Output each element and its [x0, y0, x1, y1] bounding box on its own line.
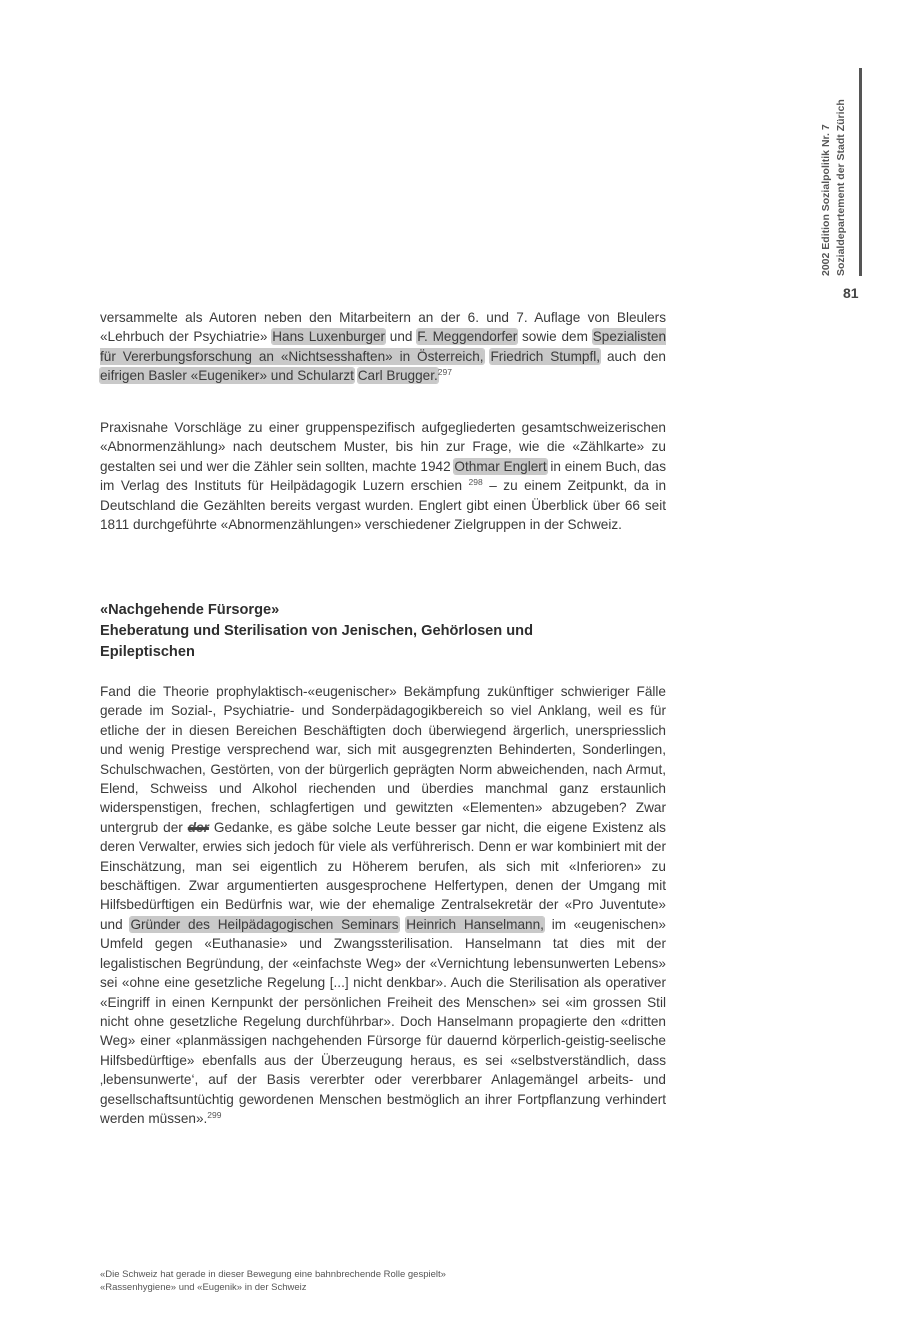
text: in einem Buch, das im Verlag des Instituts für Heilpädagogik Luzern erschien — [100, 458, 666, 494]
footnote-ref-299: 299 — [207, 1109, 222, 1120]
highlight: Gründer des Heilpädagogischen Seminars — [130, 916, 399, 932]
paragraph-2 — [100, 418, 666, 534]
text: versammelte als Autoren neben den Mitarbeitern an der 6. und 7. Auflage von Bleulers «Lehrbuch der Psychiatrie» — [100, 310, 666, 345]
section-heading-line1: «Nachgehende Fürsorge» — [100, 602, 280, 618]
footer-line2: «Rassenhygiene» und «Eugenik» in der Schweiz — [100, 1282, 307, 1293]
text: im «eugenischen» Umfeld gegen «Euthanasie» und Zwangssterilisation. Hanselmann tat dies mit der legalistischen Begründung, der «einfachste Weg» der «Vernichtung lebensunwerten Lebens» sei «ohne eine gesetzliche Regelung [...] nicht denkbar». Auch die Sterilisation als operativer «Eingriff in einen Kernpunkt der persönlichen Freiheit des Menschen» sei «im grossen Stil nicht ohne gesetzliche Regelung durchführbar». Doch Hanselmann propagierte den «dritten Weg» einer «planmässigen nachgehenden Fürsorge für dauernd körperlich-geistig-seelische Hilfsbedürftige» ebenfalls aus der Überzeugung heraus, es sei «selbstverständlich, dass ‚lebensunwerte‘, auf der Basis vererbter oder vererbbarer Anlagemängel arbeits- und gesellschaftsuntüchtig gewordenen Menschen bestmöglich an ihrer Fortpflanzung verhindert werden müssen». — [100, 916, 666, 1126]
text: auch den — [600, 348, 666, 364]
page-number: 81 — [843, 285, 859, 301]
text: – zu einem Zeitpunkt, da in Deutschland die Gezählten bereits vergast wurden. Englert gibt einen Überblick über 66 seit 1811 durchgeführte «Abnormenzählungen» verschiedener Zielgruppen in der Schweiz. — [100, 478, 667, 533]
text: Praxisnahe Vorschläge zu einer gruppenspezifisch aufgegliederten gesamtschweizerischen «Abnormenzählung» nach deutschem Muster, bis hin zur Frage, wie die «Zählkarte» zu gestalten sei und wer die Zähler sein sollten, machte 1942 — [100, 420, 666, 474]
running-head-rule — [859, 68, 862, 276]
struck-word: der — [187, 819, 209, 835]
highlight: Friedrich Stumpfl, — [490, 348, 601, 364]
footer-line1: «Die Schweiz hat gerade in dieser Bewegung eine bahnbrechende Rolle gespielt» — [100, 1269, 446, 1280]
running-head-text — [819, 68, 855, 276]
highlight: Heinrich Hanselmann, — [406, 916, 544, 932]
highlight: Othmar Englert — [454, 458, 547, 474]
text: Fand die Theorie prophylaktisch-«eugenischer» Bekämpfung zukünftiger schwieriger Fälle gerade im Sozial-, Psychiatrie- und Sonderpädagogikbereich so viel Anklang, weil es für etliche der in diesen Bereichen Beschäftigten doch überwiegend ärgerlich, unerspriesslich und wenig Prestige versprechend war, sich mit ausgegrenzten Behinderten, Sonderlingen, Schulschwachen, Gestörten, von der bürgerlich geprägten Norm abweichenden, nach Armut, Elend, Schweiss und Alkohol riechenden und überdies manchmal ganz erstaunlich widerspenstigen, frechen, schlagfertigen und gewitzten «Elementen» abzugeben? Zwar untergrub der — [100, 684, 666, 835]
section-heading — [100, 600, 666, 663]
running-footer — [100, 1268, 560, 1294]
footnote-ref-297: 297 — [437, 367, 452, 378]
running-head-line1: 2002 Edition Sozialpolitik Nr. 7 — [820, 124, 832, 276]
section-heading-line2: Eheberatung und Sterilisation von Jenischen, Gehörlosen und — [100, 623, 534, 639]
highlight: F. Meggendorfer — [417, 329, 518, 345]
running-head — [819, 68, 855, 276]
text: und — [385, 329, 418, 345]
running-head-line2: Sozialdepartement der Stadt Zürich — [835, 99, 847, 276]
highlight: Hans Luxenburger — [272, 329, 386, 345]
highlight: eifrigen Basler «Eugeniker» und Schularzt — [100, 368, 354, 384]
paragraph-1 — [100, 308, 666, 386]
highlight: Spezialisten für Vererbungsforschung an «Nichtsesshaften» in Österreich, — [100, 329, 667, 364]
text: sowie dem — [517, 329, 593, 345]
text: Gedanke, es gäbe solche Leute besser gar nicht, die eigene Existenz als deren Verwalter, erwies sich jedoch für viele als verführerisch. Denn er war kombiniert mit der Einschätzung, man sei eigentlich zu Höherem berufen, als sich mit «Inferioren» zu beschäftigen. Zwar argumentierten ausgesprochene Helfertypen, denen der Umgang mit Hilfsbedürftigen ein Bedürfnis war, wie der ehemalige Zentralsekretär der «Pro Juventute» und — [100, 819, 666, 932]
footnote-ref-298: 298 — [468, 477, 483, 488]
section-heading-line3: Epileptischen — [100, 644, 195, 660]
highlight: Carl Brugger. — [357, 368, 438, 384]
paragraph-3 — [100, 682, 666, 1128]
